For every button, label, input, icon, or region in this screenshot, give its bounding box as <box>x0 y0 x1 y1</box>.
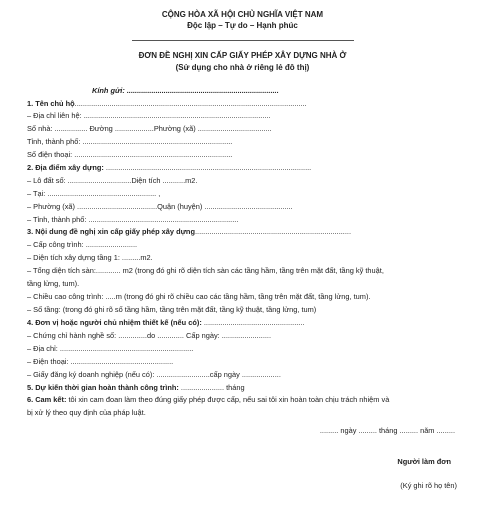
greeting-line: Kính gửi: .......................................................................... <box>92 86 279 95</box>
section-5-heading <box>27 384 477 391</box>
province-line: Tỉnh, thành phố: ......................................................................... <box>27 137 233 146</box>
business-license-line: – Giấy đăng ký doanh nghiệp (nếu có): ..........................cấp ngày ................... <box>27 370 281 379</box>
site-province-line: – Tỉnh, thành phố: ......................................................................... <box>27 215 239 224</box>
section-2-title: 2. Địa điểm xây dựng: <box>27 163 104 172</box>
document-title: ĐƠN ĐỀ NGHỊ XIN CẤP GIẤY PHÉP XÂY DỰNG NHÀ Ở <box>138 51 347 60</box>
section-3-heading <box>27 228 477 235</box>
national-title: CỘNG HÒA XÃ HỘI CHỦ NGHĨA VIỆT NAM <box>161 10 324 19</box>
commitment-text: tôi xin cam đoan làm theo đúng giấy phép được cấp, nếu sai tôi xin hoàn toàn chịu trách nhiệm và <box>66 395 390 404</box>
section-6-title: 6. Cam kết: <box>27 395 67 404</box>
contact-address-line: – Địa chỉ liên hệ: ........................................................................................... <box>27 111 271 120</box>
floor-count-line: – Số tầng: (trong đó ghi rõ số tầng hầm, tầng trên mặt đất, tầng kỹ thuật, tầng lửng, tum) <box>27 305 317 314</box>
total-floor-area-line: – Tổng diện tích sàn:............ m2 (trong đó ghi rõ diện tích sàn các tầng hầm, tầng trên mặt đất, tầng kỹ thuật, <box>27 266 384 275</box>
ward-district-line: – Phường (xã) .......................................Quận (huyện) ........................................... <box>27 202 293 211</box>
section-3-title: 3. Nội dung đề nghị xin cấp giấy phép xây dựng <box>27 227 195 236</box>
document-subtitle: (Sử dụng cho nhà ở riêng lẻ đô thị) <box>175 63 310 72</box>
section-1-title: 1. Tên chủ hộ <box>27 99 75 108</box>
national-motto: Độc lập – Tự do – Hạnh phúc <box>187 21 298 30</box>
section-1-heading <box>27 100 477 107</box>
building-grade-line: – Cấp công trình: ......................... <box>27 240 138 249</box>
section-4-title-dots: ................................................. <box>203 318 305 327</box>
practice-certificate-line: – Chứng chỉ hành nghề số: ..............do ............. Cấp ngày: ........................ <box>27 331 272 340</box>
phone-line: Số điện thoại: ............................................................................. <box>27 150 233 159</box>
house-number-line: Số nhà: ................ Đường ...................Phường (xã) .................................... <box>27 124 272 133</box>
designer-phone-line: – Điện thoại: .................................................. <box>27 357 174 366</box>
lot-line: – Lô đất số: ...............................Diện tích ...........m2. <box>27 176 198 185</box>
building-height-line: – Chiều cao công trình: .....m (trong đó ghi rõ chiều cao các tầng hầm, tầng trên mặt đất, tầng lửng, tum). <box>27 292 371 301</box>
header-divider <box>132 40 354 41</box>
location-line: – Tại: ..................................................... , <box>27 189 161 198</box>
section-6-heading <box>27 396 477 403</box>
signer-note: (Ký ghi rõ họ tên) <box>400 481 457 490</box>
section-5-title: 5. Dự kiến thời gian hoàn thành công trình: <box>27 383 179 392</box>
designer-address-line: – Địa chỉ: ................................................................. <box>27 344 194 353</box>
section-2-title-dots: .................................................................................................... <box>105 163 312 172</box>
ground-floor-area-line: – Diện tích xây dựng tầng 1: .........m2. <box>27 253 153 262</box>
total-floor-area-cont: tầng lửng, tum). <box>27 279 80 288</box>
section-4-heading <box>27 319 477 326</box>
date-line: ......... ngày ......... tháng ......... năm ......... <box>319 426 455 435</box>
completion-time-value: ..................... tháng <box>178 383 245 392</box>
commitment-text-cont: bị xử lý theo quy định của pháp luật. <box>27 408 146 417</box>
section-4-title: 4. Đơn vị hoặc người chủ nhiệm thiết kế (nếu có): <box>27 318 202 327</box>
section-3-title-dots: ............................................................................ <box>194 227 352 236</box>
section-1-title-dots: ................................................................................................................. <box>74 99 307 108</box>
signer-label: Người làm đơn <box>397 457 451 466</box>
section-2-heading <box>27 164 477 171</box>
